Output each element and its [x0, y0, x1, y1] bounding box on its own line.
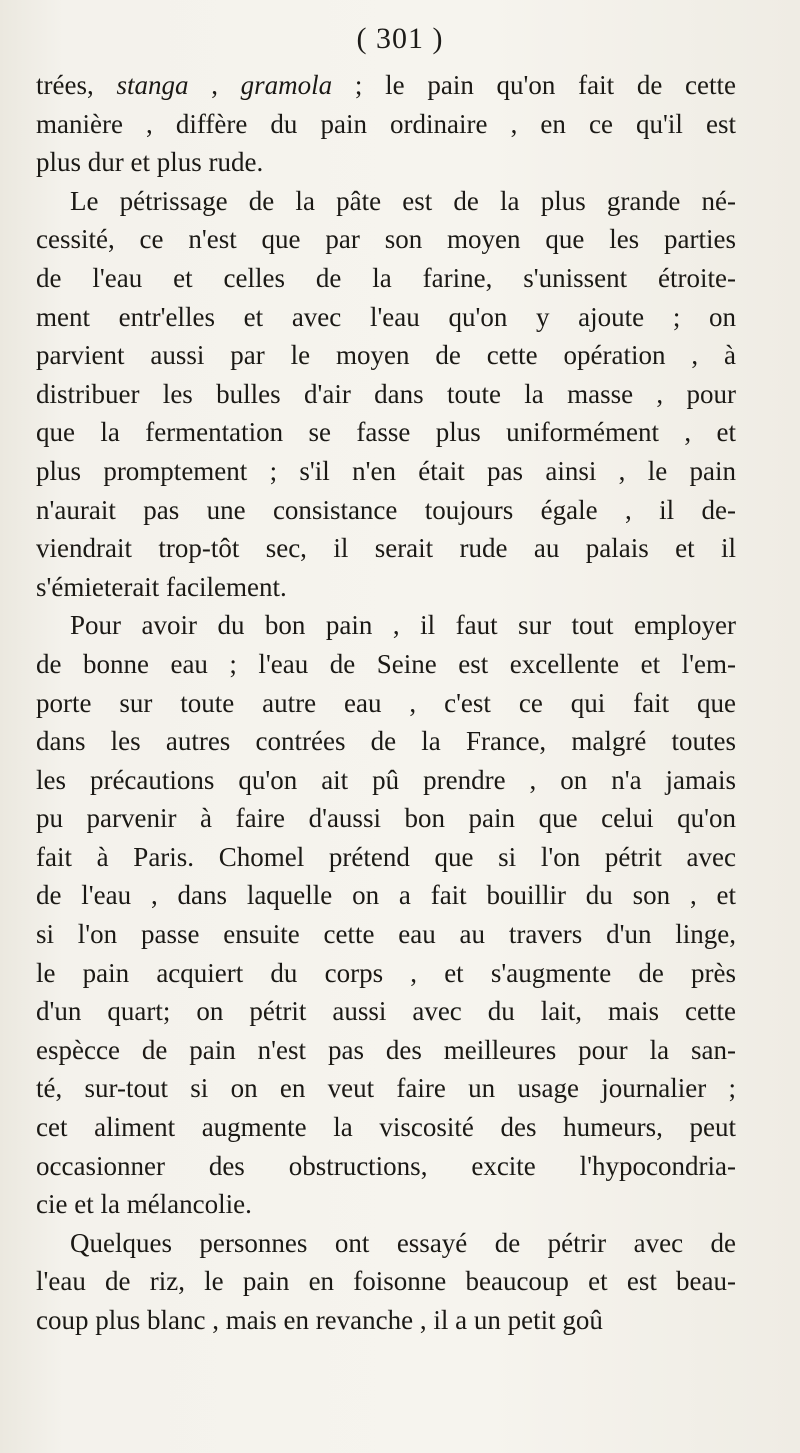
text-run: distribuer les bulles d'air dans toute la masse , pour — [36, 378, 736, 409]
text-run: trées, — [36, 70, 117, 100]
text-line — [36, 722, 736, 761]
text-line — [36, 105, 736, 144]
text-run: pu parvenir à faire d'aussi bon pain que celui qu'on — [36, 803, 736, 834]
text-line — [36, 876, 736, 915]
text-run: manière , diffère du pain ordinaire , en ce qu'il est — [36, 108, 736, 139]
text-line — [36, 1108, 736, 1147]
text-line — [36, 1301, 736, 1340]
text-line — [36, 1185, 736, 1224]
text-line — [36, 298, 736, 337]
text-run: s'émieterait facilement. — [36, 571, 287, 602]
text-line — [36, 1069, 736, 1108]
text-line — [36, 452, 736, 491]
paragraph — [36, 182, 736, 607]
text-run: viendrait trop-tôt sec, il serait rude au palais et il — [36, 533, 736, 564]
text-line — [36, 606, 736, 645]
paragraph — [36, 66, 736, 182]
paragraph — [36, 1224, 736, 1340]
text-run: l'eau de riz, le pain en foisonne beaucoup et est beau- — [36, 1266, 736, 1297]
italic-term: gramola — [240, 70, 333, 100]
text-run: ment entr'elles et avec l'eau qu'on y ajoute ; on — [36, 301, 736, 332]
text-run: Pour avoir du bon pain , il faut sur tout employer — [70, 610, 736, 641]
text-run: plus dur et plus rude. — [36, 147, 264, 178]
text-line — [36, 761, 736, 800]
text-line — [36, 143, 736, 182]
text-line — [36, 491, 736, 530]
text-line — [36, 1262, 736, 1301]
text-run: que la fermentation se fasse plus uniformément , et — [36, 417, 736, 448]
text-run: de l'eau , dans laquelle on a fait bouillir du son , et — [36, 880, 736, 911]
text-line — [36, 182, 736, 221]
text-run: n'aurait pas une consistance toujours égale , il de- — [36, 494, 736, 525]
text-line — [36, 684, 736, 723]
text-run: , — [188, 70, 241, 100]
italic-term: stanga — [116, 70, 189, 100]
text-run: plus promptement ; s'il n'en était pas ainsi , le pain — [36, 455, 736, 486]
text-line — [36, 259, 736, 298]
text-line — [36, 66, 736, 105]
text-line — [36, 1147, 736, 1186]
text-run: espècce de pain n'est pas des meilleures pour la san- — [36, 1034, 736, 1065]
text-line — [36, 1031, 736, 1070]
text-line — [36, 529, 736, 568]
body-text — [36, 66, 736, 1340]
text-line — [36, 799, 736, 838]
text-run: de l'eau et celles de la farine, s'unissent étroite- — [36, 262, 736, 293]
text-run: té, sur-tout si on en veut faire un usage journalier ; — [36, 1073, 736, 1104]
text-line — [36, 220, 736, 259]
text-line — [36, 336, 736, 375]
text-run: cet aliment augmente la viscosité des humeurs, peut — [36, 1112, 736, 1143]
text-run: ; le pain qu'on fait de cette — [332, 70, 737, 100]
text-run: Le pétrissage de la pâte est de la plus grande né- — [70, 185, 736, 216]
text-run: cie et la mélancolie. — [36, 1189, 252, 1220]
text-run: les précautions qu'on ait pû prendre , on n'a jamais — [36, 764, 736, 795]
text-line — [36, 992, 736, 1031]
text-line — [36, 645, 736, 684]
text-line — [36, 1224, 736, 1263]
text-run: le pain acquiert du corps , et s'augmente de près — [36, 957, 736, 988]
text-line — [36, 413, 736, 452]
text-run: d'un quart; on pétrit aussi avec du lait, mais cette — [36, 996, 736, 1027]
text-line — [36, 568, 736, 607]
text-line — [36, 915, 736, 954]
text-run: cessité, ce n'est que par son moyen que les parties — [36, 224, 736, 255]
text-run: Quelques personnes ont essayé de pétrir avec de — [70, 1227, 736, 1258]
text-run: dans les autres contrées de la France, malgré toutes — [36, 726, 736, 757]
paragraph — [36, 606, 736, 1224]
text-run: parvient aussi par le moyen de cette opération , à — [36, 340, 736, 371]
text-line — [36, 838, 736, 877]
text-run: coup plus blanc , mais en revanche , il a un petit goû — [36, 1305, 603, 1335]
text-run: de bonne eau ; l'eau de Seine est excellente et l'em- — [36, 648, 736, 679]
text-run: porte sur toute autre eau , c'est ce qui fait que — [36, 687, 736, 718]
text-run: si l'on passe ensuite cette eau au travers d'un linge, — [36, 919, 736, 950]
text-line — [36, 375, 736, 414]
page-number: ( 301 ) — [356, 22, 444, 55]
text-run: fait à Paris. Chomel prétend que si l'on pétrit avec — [36, 841, 736, 872]
text-line — [36, 954, 736, 993]
text-run: occasionner des obstructions, excite l'hypocondria- — [36, 1150, 736, 1181]
